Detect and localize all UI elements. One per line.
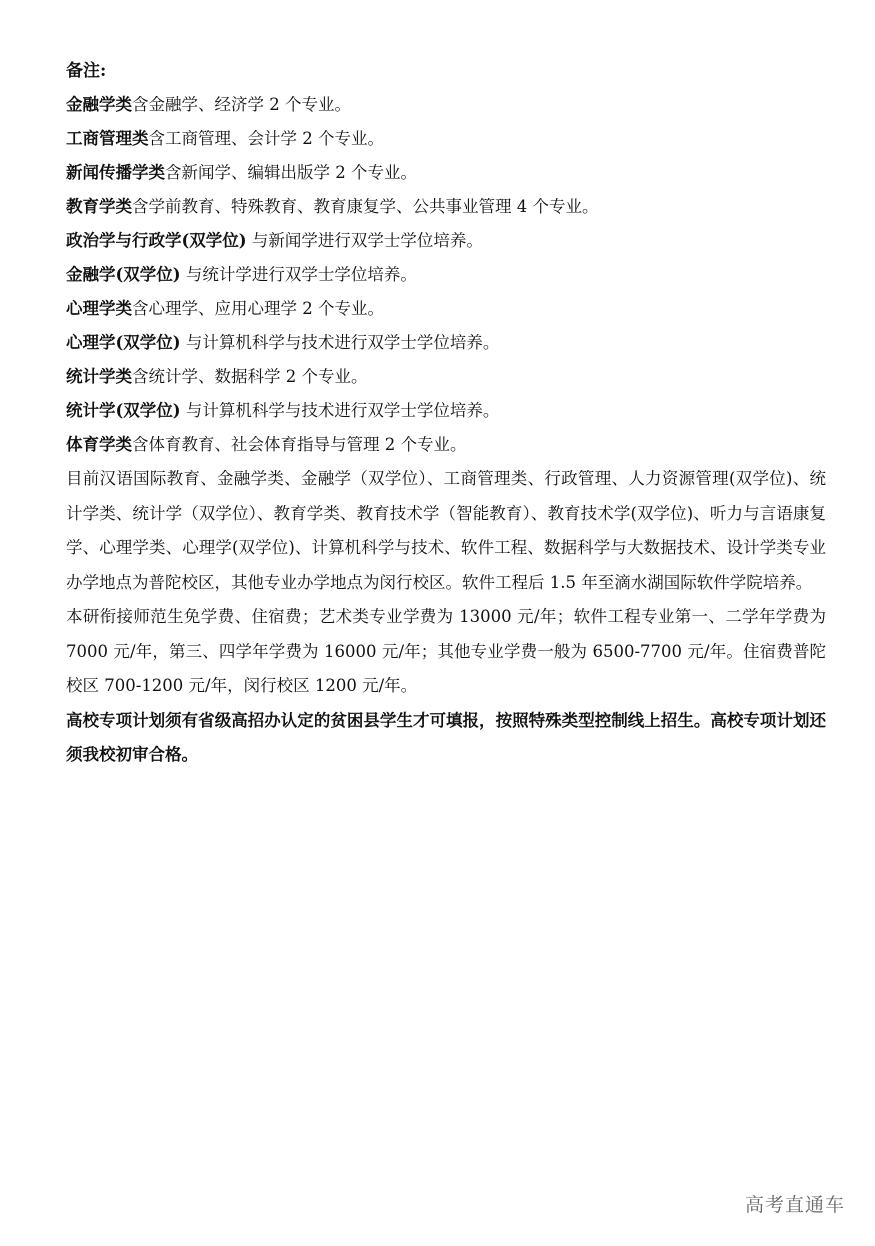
fees-paragraph: 本研衔接师范生免学费、住宿费；艺术类专业学费为 13000 元/年；软件工程专业第一、二学年学费为 7000 元/年，第三、四学年学费为 16000 元/年；其他专业学费一般为 6500-7700 元/年。住宿费普陀校区 700-1200 元/年，闵行校区 1200 元/年。 bbox=[66, 607, 826, 695]
note-item-education bbox=[66, 190, 826, 224]
special-plan-paragraph: 高校专项计划须有省级高招办认定的贫困县学生才可填报，按照特殊类型控制线上招生。高校专项计划还须我校初审合格。 bbox=[66, 710, 826, 764]
note-item-psychology bbox=[66, 292, 826, 326]
note-term: 心理学(双学位) bbox=[66, 333, 181, 352]
note-text: 含体育教育、社会体育指导与管理 2 个专业。 bbox=[132, 435, 467, 454]
note-item-finance bbox=[66, 88, 826, 122]
note-text: 与统计学进行双学士学位培养。 bbox=[180, 265, 417, 284]
note-item-journalism bbox=[66, 156, 826, 190]
note-term: 心理学类 bbox=[66, 299, 132, 318]
note-item-business bbox=[66, 122, 826, 156]
note-term: 工商管理类 bbox=[66, 129, 149, 148]
note-item-sports bbox=[66, 428, 826, 462]
note-term: 金融学(双学位) bbox=[66, 265, 181, 284]
note-item-psychology-dual bbox=[66, 326, 826, 360]
note-text: 含心理学、应用心理学 2 个专业。 bbox=[132, 299, 384, 318]
watermark-text: 高考直通车 bbox=[744, 1194, 845, 1216]
note-item-statistics bbox=[66, 360, 826, 394]
note-text: 含学前教育、特殊教育、教育康复学、公共事业管理 4 个专业。 bbox=[132, 197, 599, 216]
note-item-politics-dual bbox=[66, 224, 826, 258]
note-text: 含统计学、数据科学 2 个专业。 bbox=[132, 367, 368, 386]
note-item-statistics-dual bbox=[66, 394, 826, 428]
notes-section bbox=[66, 54, 826, 773]
note-term: 统计学类 bbox=[66, 367, 132, 386]
note-term: 新闻传播学类 bbox=[66, 163, 165, 182]
note-text: 与计算机科学与技术进行双学士学位培养。 bbox=[180, 333, 500, 352]
note-item-finance-dual bbox=[66, 258, 826, 292]
note-term: 政治学与行政学(双学位) bbox=[66, 231, 247, 250]
note-term: 金融学类 bbox=[66, 95, 132, 114]
note-text: 含金融学、经济学 2 个专业。 bbox=[132, 95, 351, 114]
note-text: 含新闻学、编辑出版学 2 个专业。 bbox=[165, 163, 417, 182]
note-term: 教育学类 bbox=[66, 197, 132, 216]
notes-title: 备注: bbox=[66, 61, 107, 81]
note-text: 含工商管理、会计学 2 个专业。 bbox=[148, 129, 384, 148]
note-text: 与计算机科学与技术进行双学士学位培养。 bbox=[180, 401, 500, 420]
note-term: 统计学(双学位) bbox=[66, 401, 181, 420]
campus-paragraph: 目前汉语国际教育、金融学类、金融学（双学位）、工商管理类、行政管理、人力资源管理(双学位)、统计学类、统计学（双学位）、教育学类、教育技术学（智能教育）、教育技术学(双学位)、听力与言语康复学、心理学类、心理学(双学位)、计算机科学与技术、软件工程、数据科学与大数据技术、设计学类专业办学地点为普陀校区，其他专业办学地点为闵行校区。软件工程后 1.5 年至滴水湖国际软件学院培养。 bbox=[66, 469, 826, 592]
note-term: 体育学类 bbox=[66, 435, 132, 454]
note-text: 与新闻学进行双学士学位培养。 bbox=[246, 231, 483, 250]
